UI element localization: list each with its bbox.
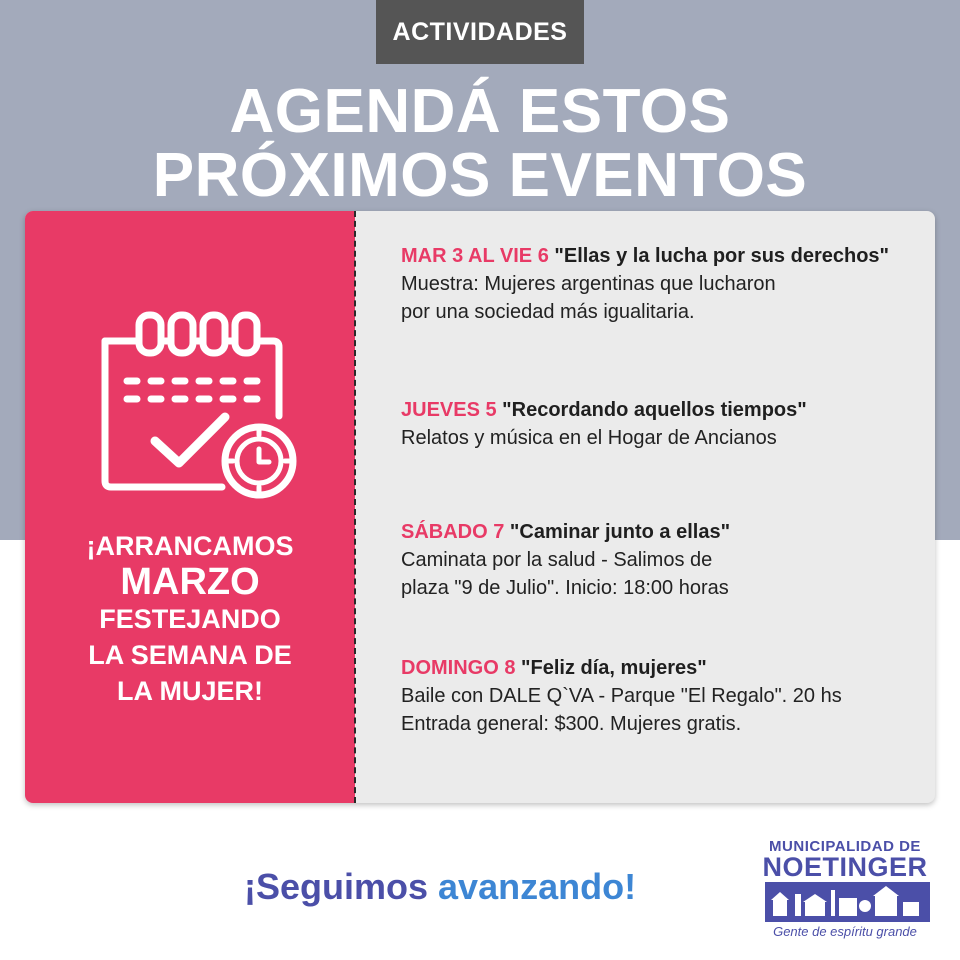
event-title: "Recordando aquellos tiempos" — [502, 399, 807, 421]
logo-motto: Gente de espíritu grande — [773, 924, 917, 939]
promo-text — [25, 529, 355, 709]
logo-line-1: MUNICIPALIDAD DE — [769, 838, 921, 855]
event-description: Muestra: Mujeres argentinas que lucharon — [401, 273, 776, 295]
event-description: plaza "9 de Julio". Inicio: 18:00 horas — [401, 577, 729, 599]
event-title: "Feliz día, mujeres" — [521, 657, 707, 679]
promo-line-5: LA MUJER! — [117, 676, 263, 706]
section-tag: ACTIVIDADES — [376, 0, 584, 64]
municipality-logo — [755, 838, 935, 943]
event-date: JUEVES 5 — [401, 399, 497, 421]
clock-icon — [225, 427, 293, 495]
promo-line-1: ¡ARRANCAMOS — [86, 531, 294, 561]
event-title: "Ellas y la lucha por sus derechos" — [554, 245, 890, 267]
event-date: DOMINGO 8 — [401, 657, 516, 679]
title-line-2: PRÓXIMOS EVENTOS — [152, 141, 808, 210]
event-date: MAR 3 AL VIE 6 — [401, 245, 549, 267]
slogan-part-1: ¡Seguimos — [244, 866, 439, 907]
event-description: Caminata por la salud - Salimos de — [401, 549, 713, 571]
event-item — [401, 243, 931, 326]
event-description: Relatos y música en el Hogar de Ancianos — [401, 427, 777, 449]
event-description: Baile con DALE Q`VA - Parque "El Regalo". 20 hs — [401, 685, 842, 707]
events-card — [25, 211, 935, 803]
promo-line-2: MARZO — [120, 561, 260, 603]
dashed-divider — [354, 211, 356, 803]
promo-panel — [25, 211, 355, 803]
event-description: por una sociedad más igualitaria. — [401, 301, 695, 323]
event-heading — [401, 655, 931, 682]
event-item — [401, 655, 931, 738]
promo-line-4: LA SEMANA DE — [88, 640, 292, 670]
event-heading — [401, 397, 931, 424]
event-item — [401, 397, 931, 452]
event-item — [401, 519, 931, 602]
calendar-check-icon — [97, 311, 307, 511]
event-date: SÁBADO 7 — [401, 521, 505, 543]
slogan — [244, 866, 636, 908]
title-line-1: AGENDÁ ESTOS — [229, 77, 731, 146]
event-heading — [401, 519, 931, 546]
town-skyline-icon — [765, 882, 930, 922]
event-title: "Caminar junto a ellas" — [509, 521, 731, 543]
page-title — [0, 77, 960, 210]
event-heading — [401, 243, 931, 270]
promo-line-3: FESTEJANDO — [99, 604, 281, 634]
event-description: Entrada general: $300. Mujeres gratis. — [401, 713, 742, 735]
logo-line-2: NOETINGER — [762, 852, 928, 882]
slogan-part-2: avanzando! — [438, 866, 637, 907]
